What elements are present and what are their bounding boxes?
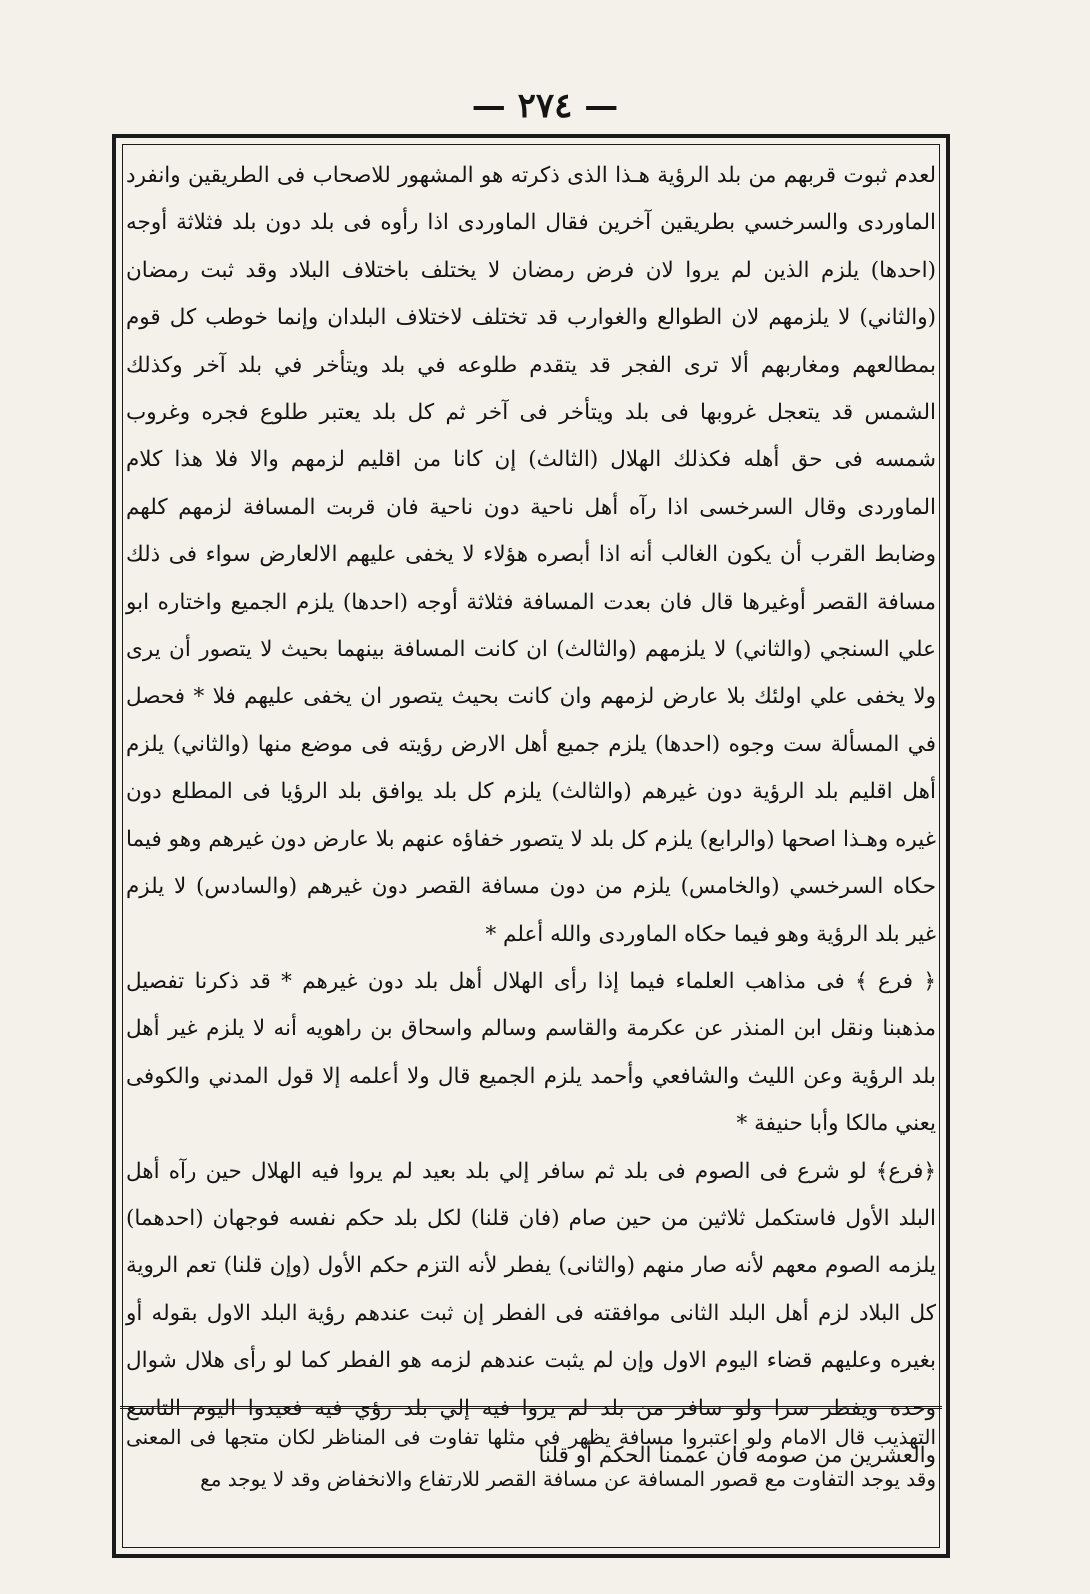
footnote-separator [120, 1406, 942, 1409]
page-number: — ٢٧٤ — [471, 86, 619, 126]
main-text-block [126, 152, 936, 1479]
footnote-block [126, 1416, 936, 1500]
main-paragraph: لعدم ثبوت قربهم من بلد الرؤية هـذا الذى ذكرته هو المشهور للاصحاب فى الطريقين وانفرد الماوردى والسرخسي بطريقين آخرين فقال الماوردى اذا رأوه فى بلد دون بلد فثلاثة أوجه (احدها) يلزم الذين لم يروا لان فرض رمضان لا يختلف باختلاف البلاد وقد ثبت رمضان (والثاني) لا يلزمهم لان الطوالع والغوارب قد تختلف لاختلاف البلدان وإنما خوطب كل قوم بمطالعهم ومغاربهم ألا ترى الفجر قد يتقدم طلوعه في بلد ويتأخر في بلد آخر وكذلك الشمس قد يتعجل غروبها فى بلد ويتأخر فى آخر ثم كل بلد يعتبر طلوع فجره وغروب شمسه فى حق أهله فكذلك الهلال (الثالث) إن كانا من اقليم لزمهم والا فلا هذا كلام الماوردى وقال السرخسى اذا رآه أهل ناحية دون ناحية فان قربت المسافة لزمهم كلهم وضابط القرب أن يكون الغالب أنه اذا أبصره هؤلاء لا يخفى عليهم الالعارض سواء فى ذلك مسافة القصر أوغيرها قال فان بعدت المسافة فثلاثة أوجه (احدها) يلزم الجميع واختاره ابو علي السنجي (والثاني) لا يلزمهم (والثالث) ان كانت المسافة بينهما بحيث لا يتصور أن يرى ولا يخفى علي اولئك بلا عارض لزمهم وان كانت بحيث يتصور ان يخفى عليهم فلا * فحصل في المسألة ست وجوه (احدها) يلزم جميع أهل الارض رؤيته فى موضع منها (والثاني) يلزم أهل اقليم بلد الرؤية دون غيرهم (والثالث) يلزم كل بلد يوافق بلد الرؤيا فى المطلع دون غيره وهـذا اصحها (والرابع) يلزم كل بلد لا يتصور خفاؤه عنهم بلا عارض دون غيرهم وهو فيما حكاه السرخسي (والخامس) يلزم من دون مسافة القصر دون غيرهم (والسادس) لا يلزم غير بلد الرؤية وهو فيما حكاه الماوردى والله أعلم * [126, 163, 937, 947]
main-paragraph: ﴿ فرع ﴾ فى مذاهب العلماء فيما إذا رأى الهلال أهل بلد دون غيرهم * قد ذكرنا تفصيل مذهبنا ونقل ابن المنذر عن عكرمة والقاسم وسالم واسحاق بن راهويه أنه لا يلزم غير أهل بلد الرؤية وعن الليث والشافعي وأحمد يلزم الجميع قال ولا أعلمه إلا قول المدني والكوفى يعني مالكا وأبا حنيفة * [126, 968, 936, 1137]
footnote-paragraph: التهذيب قال الامام ولو اعتبروا مسافة يظهر فى مثلها تفاوت فى المناظر لكان متجها فى المعنى وقد يوجد التفاوت مع قصور المسافة عن مسافة القصر للارتفاع والانخفاض وقد لا يوجد مع [126, 1425, 936, 1491]
main-paragraph: ﴿فرع﴾ لو شرع فى الصوم فى بلد ثم سافر إلي بلد بعيد لم يروا فيه الهلال حين رآه أهل البلد الأول فاستكمل ثلاثين من حين صام (فان قلنا) لكل بلد حكم نفسه فوجهان (احدهما) يلزمه الصوم معهم لأنه صار منهم (والثانى) يفطر لأنه التزم حكم الأول (وإن قلنا) تعم الروية كل البلاد لزم أهل البلد الثانى موافقته فى الفطر إن ثبت عندهم رؤية البلد الاول بقوله أو بغيره وعليهم قضاء اليوم الاول وإن لم يثبت عندهم لزمه هو الفطر كما لو رأى هلال شوال وحده ويفطر سرا ولو سافر من بلد لم يروا فيه إلي بلد رؤي فيه فعيدوا اليوم التاسع والعشرين من صومه فان عممنا الحكم أو قلنا [126, 1158, 936, 1468]
